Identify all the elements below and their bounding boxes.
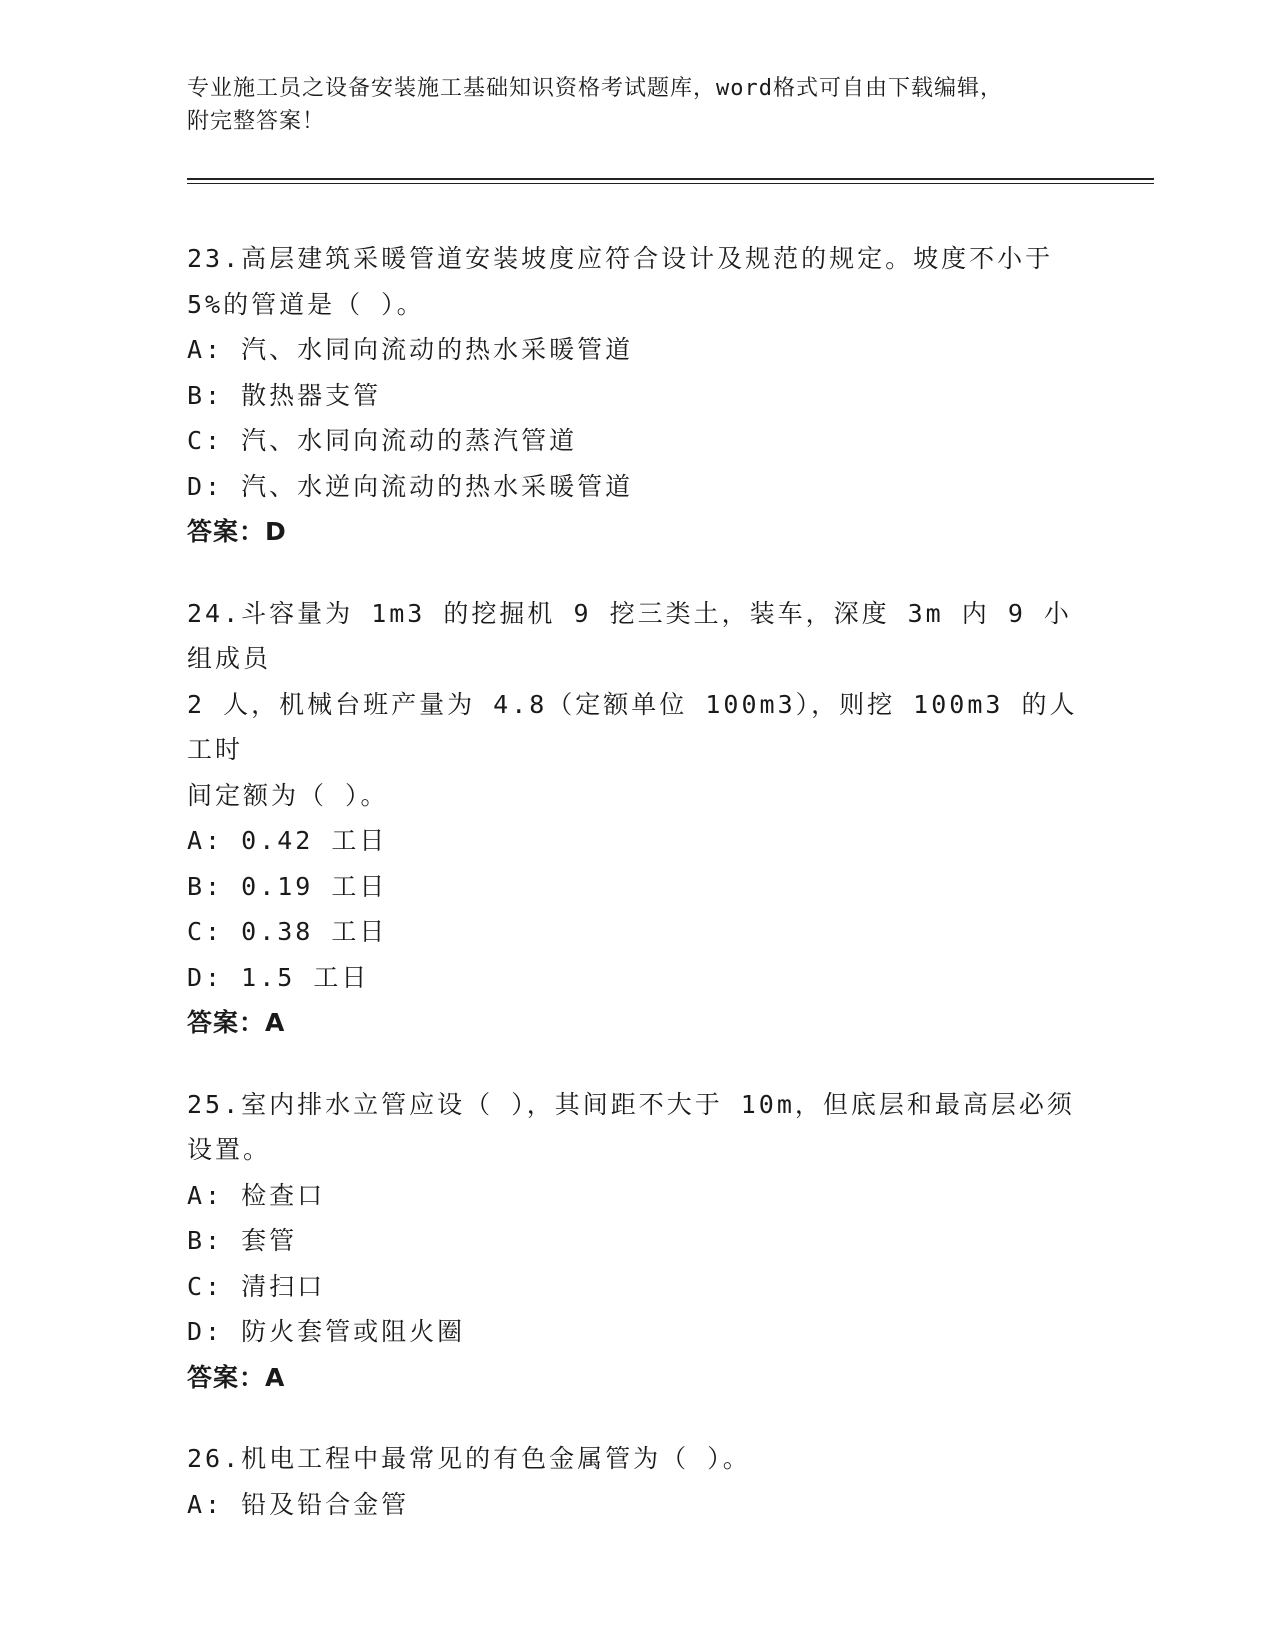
- answer-label: 答案：D: [187, 517, 287, 546]
- option-a: A: 检查口: [187, 1180, 326, 1210]
- option-d: D: 防火套管或阻火圈: [187, 1317, 466, 1346]
- question-stem-line: 5%的管道是（ ）。: [187, 289, 425, 319]
- question-stem-line: 26.机电工程中最常见的有色金属管为（ ）。: [187, 1444, 751, 1473]
- question-stem-line: 2 人，机械台班产量为 4.8（定额单位 100m3），则挖 100m3 的人工时: [187, 689, 1078, 764]
- question-24: [187, 591, 1087, 1046]
- question-25: [187, 1082, 1087, 1401]
- question-stem-line: 24.斗容量为 1m3 的挖掘机 9 挖三类土，装车，深度 3m 内 9 小组成员: [187, 598, 1072, 673]
- header-line-1: 专业施工员之设备安装施工基础知识资格考试题库，word格式可自由下载编辑，: [187, 76, 1003, 101]
- question-stem-line: 23.高层建筑采暖管道安装坡度应符合设计及规范的规定。坡度不小于: [187, 244, 1054, 273]
- option-c: C: 汽、水同向流动的蒸汽管道: [187, 426, 578, 455]
- question-23: [187, 236, 1087, 555]
- option-b: B: 0.19 工日: [187, 871, 388, 901]
- option-a: A: 0.42 工日: [187, 826, 388, 855]
- option-d: D: 汽、水逆向流动的热水采暖管道: [187, 471, 634, 501]
- option-b: B: 套管: [187, 1226, 298, 1255]
- document-header: [187, 72, 1087, 138]
- question-stem-line: 设置。: [187, 1135, 272, 1164]
- answer-label: 答案：A: [187, 1362, 286, 1392]
- header-divider-top: [187, 178, 1154, 180]
- question-26: [187, 1436, 1087, 1527]
- question-stem-line: 间定额为（ ）。: [187, 780, 389, 810]
- option-a: A: 汽、水同向流动的热水采暖管道: [187, 335, 634, 364]
- question-list: [187, 236, 1087, 1563]
- option-d: D: 1.5 工日: [187, 962, 370, 992]
- option-b: B: 散热器支管: [187, 380, 382, 410]
- option-c: C: 0.38 工日: [187, 917, 388, 946]
- header-divider-bottom: [187, 183, 1154, 184]
- answer-label: 答案：A: [187, 1008, 286, 1037]
- option-a: A: 铅及铅合金管: [187, 1489, 410, 1519]
- header-line-2: 附完整答案！: [187, 109, 326, 134]
- option-c: C: 清扫口: [187, 1271, 326, 1301]
- question-stem-line: 25.室内排水立管应设（ ），其间距不大于 10m，但底层和最高层必须: [187, 1089, 1075, 1119]
